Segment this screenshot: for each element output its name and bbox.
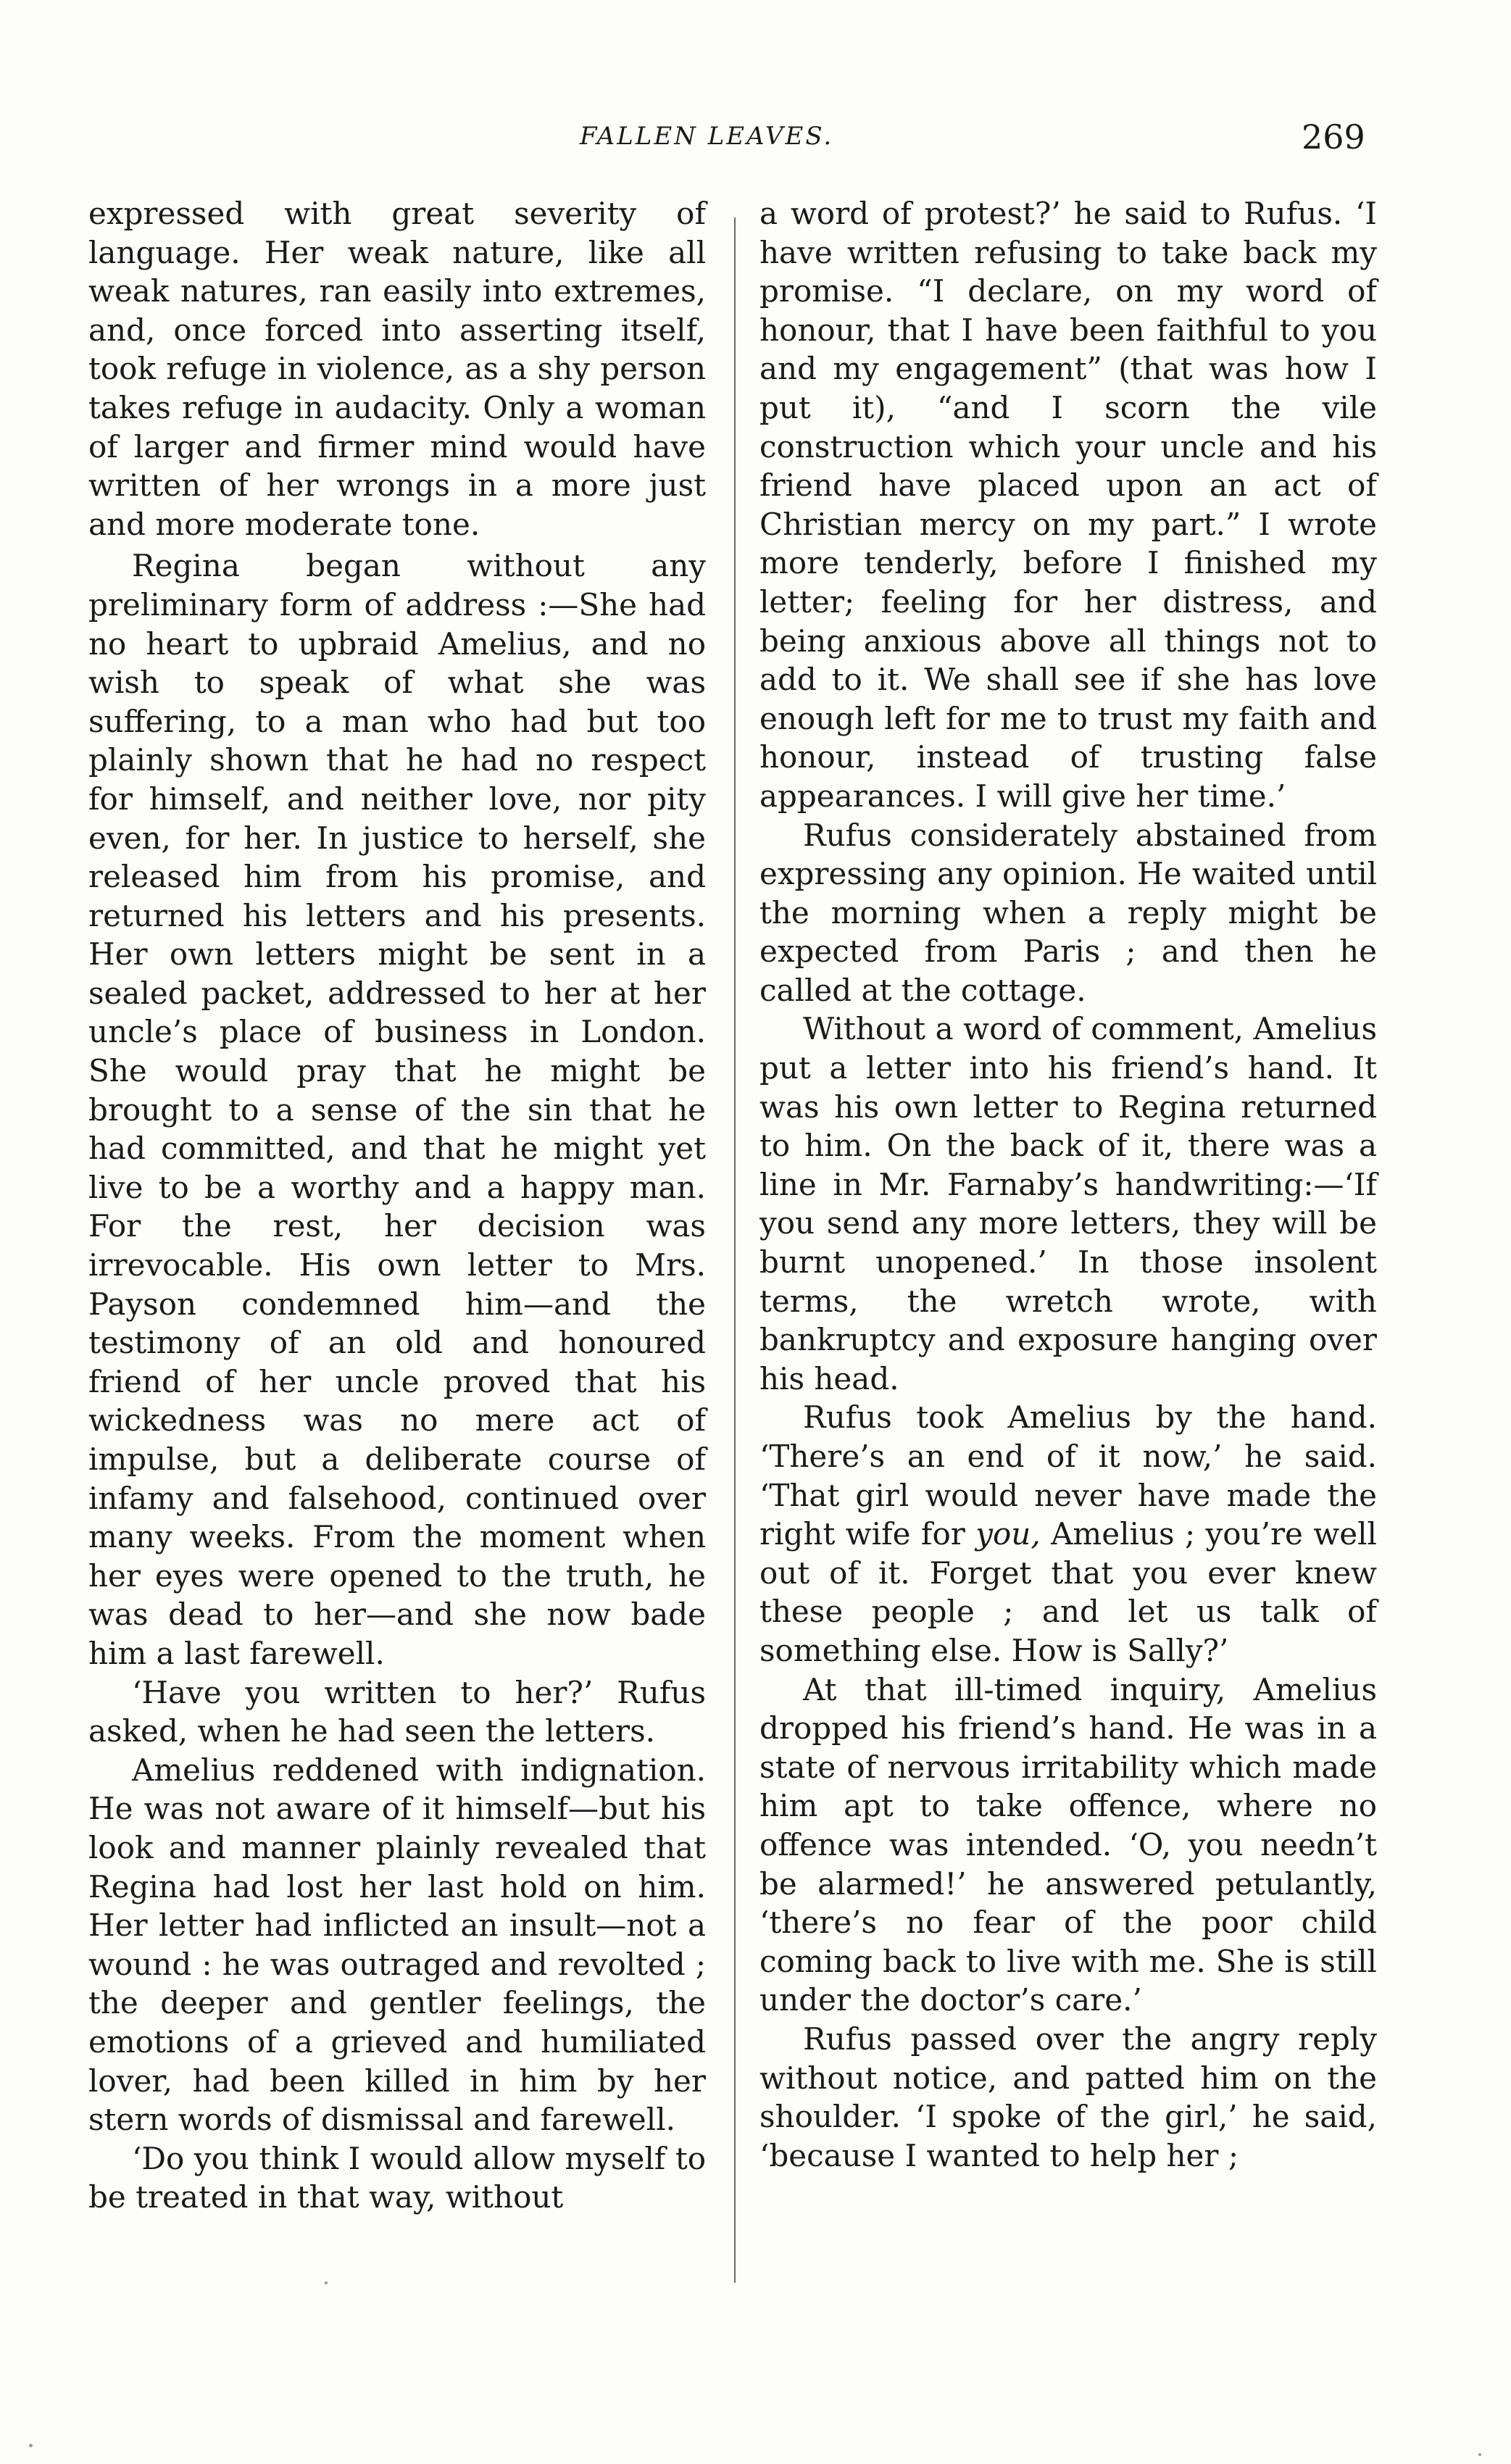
emphasis: you, xyxy=(975,1516,1041,1552)
paragraph: Without a word of comment, Amelius put a letter into his friend’s hand. It was his own letter to Regina returned to him. On the back of it, there was a line in Mr. Farnaby’s handwriting:—‘If you send any more letters, they will be burnt unopened.’ In those insolent terms, the wretch wrote, with bankruptcy and exposure hanging over his head. xyxy=(759,1011,1377,1397)
paper-speck xyxy=(1478,2453,1481,2456)
left-column xyxy=(88,194,706,2217)
paragraph: Amelius reddened with indignation. He was not aware of it himself—but his look and manner plainly revealed that Regina had lost her last hold on him. Her letter had inflicted an insult—not a wound : he was outraged and revolted ; the deeper and gentler feelings, the emotions of a grieved and humiliated lover, had been killed in him by her stern words of dismissal and farewell. xyxy=(88,1752,706,2138)
paragraph: ‘Have you written to her?’ Rufus asked, when he had seen the letters. xyxy=(88,1674,706,1749)
page-number: 269 xyxy=(1302,117,1365,157)
paragraph: expressed with great severity of language. Her weak nature, like all weak natures, ran easily into extremes, and, once forced into asserting itself, took refuge in violence, as a shy person takes refuge in audacity. Only a woman of larger and firmer mind would have written of her wrongs in a more just and more moderate tone. xyxy=(88,196,706,542)
running-head xyxy=(0,117,1511,165)
paragraph: a word of protest?’ he said to Rufus. ‘I have written refusing to take back my promise. “I declare, on my word of honour, that I have been faithful to you and my engagement” (that was how I put it), “and I scorn the vile construction which your uncle and his friend have placed upon an act of Christian mercy on my part.” I wrote more tenderly, before I finished my letter; feeling for her distress, and being anxious above all things not to add to it. We shall see if she has love enough left for me to trust my faith and honour, instead of trusting false appearances. I will give her time.’ xyxy=(759,196,1377,814)
paragraph: Regina began without any preliminary form of address :—She had no heart to upbraid Amelius, and no wish to speak of what she was suffering, to a man who had but too plainly shown that he had no respect for himself, and neither love, nor pity even, for her. In justice to herself, she released him from his promise, and returned his letters and his presents. Her own letters might be sent in a sealed packet, addressed to her at her uncle’s place of business in London. She would pray that he might be brought to a sense of the sin that he had committed, and that he might yet live to be a worthy and a happy man. For the rest, her decision was irrevocable. His own letter to Mrs. Payson condemned him—and the testimony of an old and honoured friend of her uncle proved that his wickedness was no mere act of impulse, but a deliberate course of infamy and falsehood, continued over many weeks. From the moment when her eyes were opened to the truth, he was dead to her—and she now bade him a last farewell. xyxy=(88,548,706,1671)
paragraph-text: Rufus took Amelius by the hand. ‘There’s an end of it now,’ he said. ‘That girl would never have made the right wife for xyxy=(759,1399,1377,1552)
column-rule xyxy=(734,217,736,2283)
paper-speck xyxy=(325,2281,328,2284)
running-title: FALLEN LEAVES. xyxy=(580,122,834,151)
paragraph: Rufus passed over the angry reply without notice, and patted him on the shoulder. ‘I spoke of the girl,’ he said, ‘because I wanted to help her ; xyxy=(759,2020,1377,2173)
right-column xyxy=(759,194,1377,2175)
paragraph: ‘Do you think I would allow myself to be treated in that way, without xyxy=(88,2140,706,2215)
paragraph-text: Amelius ; you’re well out of it. Forget that you ever knew these people ; and let us talk of something else. How is Sally?’ xyxy=(759,1516,1377,1668)
paragraph: At that ill-timed inquiry, Amelius dropped his friend’s hand. He was in a state of nervous irritability which made him apt to take offence, where no offence was intended. ‘O, you needn’t be alarmed!’ he answered petulantly, ‘there’s no fear of the poor child coming back to live with me. She is still under the doctor’s care.’ xyxy=(759,1671,1377,2018)
paragraph xyxy=(759,1398,1377,1670)
paragraph: Rufus considerately abstained from expressing any opinion. He waited until the morning when a reply might be expected from Paris ; and then he called at the cottage. xyxy=(759,817,1377,1008)
paper-speck xyxy=(29,2444,33,2447)
